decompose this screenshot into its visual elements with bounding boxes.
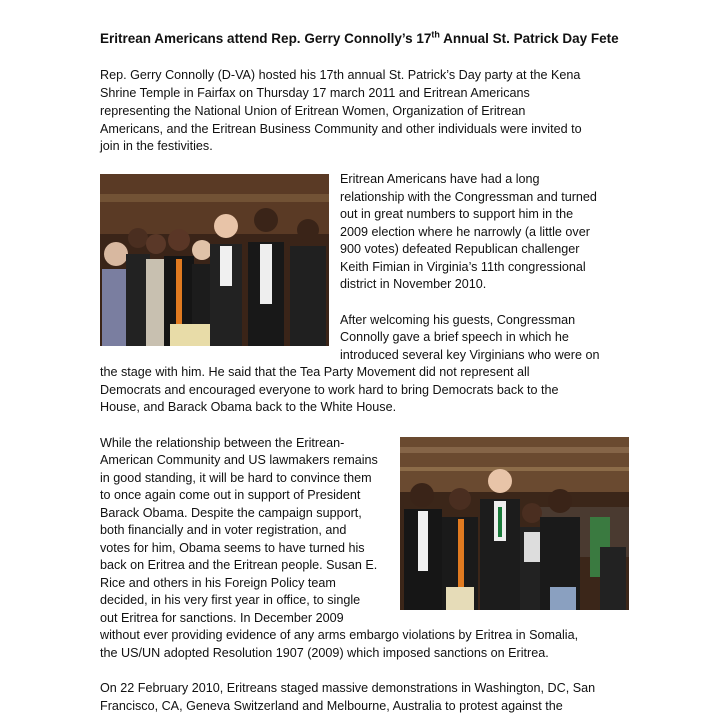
para4-line: While the relationship between the Eritrean- <box>100 436 345 450</box>
para4-line: without ever providing evidence of any arms embargo violations by Eritrea in Somalia, <box>100 628 579 642</box>
para1-line: Rep. Gerry Connolly (D-VA) hosted his 17th annual St. Patrick’s Day party at the Kena <box>100 68 581 82</box>
event-photo-group-2 <box>400 437 629 610</box>
para2-line: district in November 2010. <box>340 277 487 291</box>
article-title: Eritrean Americans attend Rep. Gerry Connolly’s 17th Annual St. Patrick Day Fete <box>100 29 619 46</box>
para4-line: both financially and in voter registration, and <box>100 523 347 537</box>
para5-line: On 22 February 2010, Eritreans staged massive demonstrations in Washington, DC, San <box>100 681 596 695</box>
para4-line: to once again come out in support of President <box>100 488 361 502</box>
para5-line: Francisco, CA, Geneva Switzerland and Melbourne, Australia to protest against the <box>100 699 563 713</box>
para1-line: representing the National Union of Eritrean Women, Organization of Eritrean <box>100 104 526 118</box>
para4-line: back on Eritrea and the Eritrean people. Susan E. <box>100 558 378 572</box>
para3-line: House, and Barack Obama back to the White House. <box>100 400 397 414</box>
para1-line: join in the festivities. <box>100 139 213 153</box>
para3-line: After welcoming his guests, Congressman <box>340 313 576 327</box>
para4-line: out Eritrea for sanctions. In December 2009 <box>100 611 344 625</box>
para4-line: the US/UN adopted Resolution 1907 (2009) which imposed sanctions on Eritrea. <box>100 646 549 660</box>
para1-line: Shrine Temple in Fairfax on Thursday 17 march 2011 and Eritrean Americans <box>100 86 530 100</box>
para3-line: Democrats and encouraged everyone to work hard to bring Democrats back to the <box>100 383 559 397</box>
para3-line: Connolly gave a brief speech in which he <box>340 330 569 344</box>
para2-line: Eritrean Americans have had a long <box>340 172 540 186</box>
para4-line: decided, in his very first year in office, to single <box>100 593 361 607</box>
event-photo-group <box>100 174 329 346</box>
para3-line: the stage with him. He said that the Tea Party Movement did not represent all <box>100 365 530 379</box>
para4-line: Rice and others in his Foreign Policy team <box>100 576 336 590</box>
para4-line: Barack Obama. Despite the campaign support, <box>100 506 362 520</box>
para4-line: in good standing, it will be hard to convince them <box>100 471 372 485</box>
para2-line: 900 votes) defeated Republican challenger <box>340 242 580 256</box>
para2-line: relationship with the Congressman and turned <box>340 190 597 204</box>
para2-line: Keith Fimian in Virginia’s 11th congressional <box>340 260 586 274</box>
para4-line: American Community and US lawmakers remains <box>100 453 378 467</box>
para4-line: votes for him, Obama seems to have turned his <box>100 541 365 555</box>
para3-line: introduced several key Virginians who were on <box>340 348 600 362</box>
para2-line: 2009 election where he narrowly (a little over <box>340 225 590 239</box>
para2-line: out in great numbers to support him in the <box>340 207 574 221</box>
para1-line: Americans, and the Eritrean Business Community and other individuals were invited to <box>100 122 582 136</box>
